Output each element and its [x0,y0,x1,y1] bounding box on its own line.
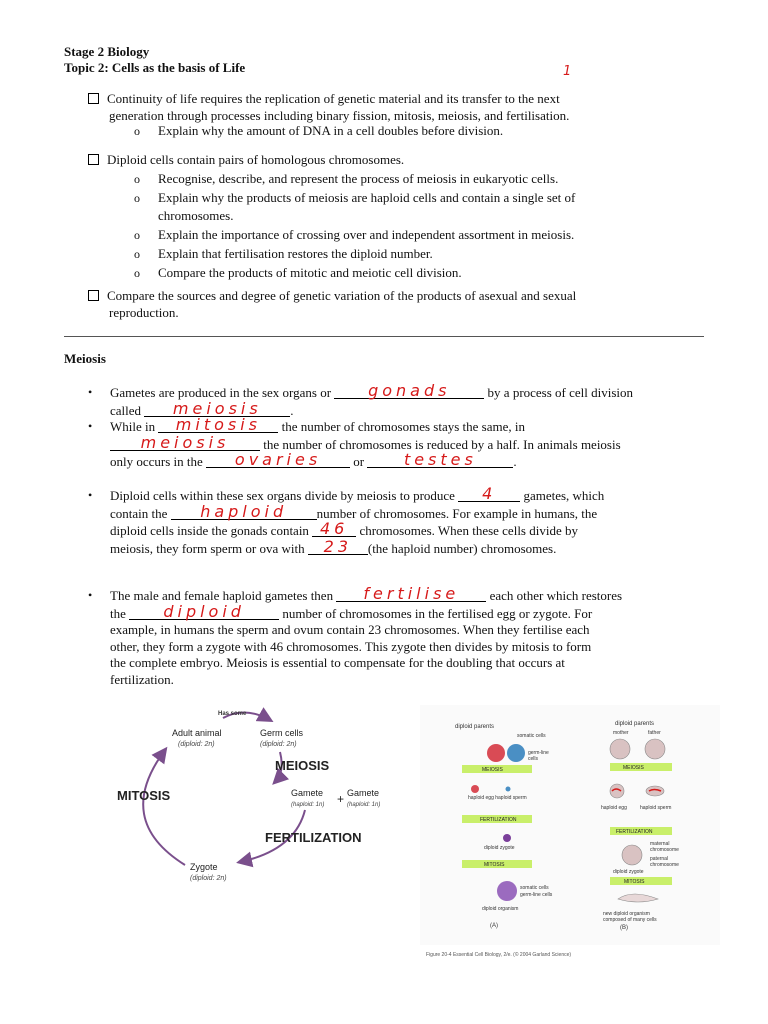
cycle-plus: + [337,792,345,806]
fig-b-fertilization: FERTILIZATION [616,829,653,835]
outcome-2-subs [134,170,694,282]
fig-a-parent-cell-icon [507,744,525,762]
answer-blank[interactable]: 23 [308,540,368,555]
fig-b-chromosome: chromosome [650,847,679,853]
fig-a-germline-2: germ-line cells [520,892,553,898]
fig-a-egg-icon [471,785,479,793]
fig-b-zygote-icon [622,845,642,865]
fig-a-parent-cell-icon [487,744,505,762]
handwritten-page-mark: 1 [563,64,572,79]
bullet-1: • Gametes are produced in the sex organs or gonads by a process of cell division called meiosis . [88,381,634,418]
answer-blank[interactable]: haploid [171,505,317,520]
fig-b-sperm-icon [646,786,664,796]
bullet-icon: • [88,488,93,502]
bullet-icon: • [88,419,93,433]
fig-b-label: (B) [620,925,628,931]
cycle-has-some: Has some [218,711,247,717]
checkbox-icon [88,290,99,301]
fig-b-paternal: paternal [650,856,669,862]
fig-b-sperm: haploid sperm [640,805,672,811]
fig-a-germline: germ-line [528,750,549,756]
fig-a-diploid-parents: diploid parents [455,724,495,730]
fig-a-fertilization: FERTILIZATION [480,817,517,823]
outcome-2-sub-2: o Explain why the products of meiosis are haploid cells and contain a single set of chromosomes. [134,190,576,223]
cycle-fertilization: FERTILIZATION [265,830,362,845]
bullet-4: • The male and female haploid gametes then fertilise each other which restores the diploid number of chromosomes in the fertilised egg or zygote. For example, in humans the sperm and ovum contain 23 chromosomes. When they fertilise each other, they form a zygote with 46 chromosomes. This zygote then divides by mitosis to form the complete embryo. Meiosis is essential to compensate for the doubling that occurs at fertilization. [88,584,623,687]
document-topic: Topic 2: Cells as the basis of Life [64,60,246,75]
cycle-gamete-1-sub: (haploid: 1n) [291,802,325,808]
answer-blank[interactable]: meiosis [144,402,290,417]
fig-b-organism-1: new diploid organism [603,911,650,917]
figure-caption: Figure 20-4 Essential Cell Biology, 2/e. (© 2004 Garland Science) [426,952,572,958]
cycle-arrow-mitosis [143,750,185,865]
answer-blank[interactable]: diploid [129,605,279,620]
bullet-icon: • [88,588,93,602]
answer-blank[interactable]: testes [367,453,513,468]
outcome-2-sub-1: o Recognise, describe, and represent the process of meiosis in eukaryotic cells. [134,171,559,186]
checkbox-icon [88,93,99,104]
fig-a-egg-sperm: haploid egg haploid sperm [468,795,527,801]
outcome-2-sub-5: o Compare the products of mitotic and meiotic cell division. [134,265,462,280]
answer-blank[interactable]: 4 [458,487,520,502]
cycle-gamete-2-sub: (haploid: 1n) [347,802,381,808]
fig-b-mother: mother [613,730,629,736]
fig-a-mitosis: MITOSIS [484,862,505,868]
checkbox-icon [88,154,99,165]
fig-a-organism-icon [497,881,517,901]
fig-b-organism-2: composed of many cells [603,917,657,923]
fig-a-label: (A) [490,923,498,929]
bullet-icon: • [88,385,93,399]
cycle-adult: Adult animal [172,728,222,738]
cycle-zygote-sub: (diploid: 2n) [190,875,227,882]
outcome-1: Continuity of life requires the replication of genetic material and its transfer to the next generation through processes including binary fission, mitosis, meiosis, and fertilisation. [88,91,708,124]
cycle-meiosis: MEIOSIS [275,758,330,773]
answer-blank[interactable]: gonads [334,384,484,399]
fig-b-diploid-parents: diploid parents [615,721,655,727]
fig-a-sperm-icon [506,787,511,792]
fig-a-zygote-icon [503,834,511,842]
document-stage: Stage 2 Biology [64,44,150,59]
bullet-3: • Diploid cells within these sex organs divide by meiosis to produce 4 gametes, which contain the haploid number of chromosomes. For example in humans, the diploid cells inside the gonads contain 46 chromosomes. When these cells divide by meiosis, they form sperm or ova with 23 (the haploid number) chromosomes. [88,484,605,556]
fig-b-meiosis: MEIOSIS [623,765,644,771]
outcome-2-sub-4: o Explain that fertilisation restores the diploid number. [134,246,433,261]
section-divider [64,336,704,337]
cycle-gamete-2: Gamete [347,788,380,798]
fig-b-father-cell-icon [645,739,665,759]
outcome-2: Diploid cells contain pairs of homologous chromosomes. [88,152,404,169]
answer-blank[interactable]: ovaries [206,453,350,468]
fig-a-cells: cells [528,756,539,762]
fig-b-zygote: diploid zygote [613,869,644,875]
cycle-zygote: Zygote [190,862,218,872]
fig-a-somatic: somatic cells [517,733,546,739]
fig-b-father: father [648,730,661,736]
bullet-2: • While in mitosis the number of chromosomes stays the same, in meiosis the number of chromosomes is reduced by a half. In animals meiosis only occurs in the ovaries or testes . [88,415,621,470]
cycle-mitosis: MITOSIS [117,788,171,803]
fig-b-mitosis: MITOSIS [624,879,645,885]
outcome-1-sub-1: o Explain why the amount of DNA in a cell doubles before division. [134,123,504,138]
fig-a-somatic-2: somatic cells [520,885,549,891]
outcome-2-sub-3: o Explain the importance of crossing over and independent assortment in meiosis. [134,227,575,242]
fig-b-mother-cell-icon [610,739,630,759]
cycle-germ: Germ cells [260,728,304,738]
answer-blank[interactable]: mitosis [158,418,278,433]
cycle-adult-sub: (diploid: 2n) [178,741,215,748]
answer-blank[interactable]: meiosis [110,436,260,451]
cycle-germ-sub: (diploid: 2n) [260,741,297,748]
fig-a-zygote: diploid zygote [484,845,515,851]
answer-blank[interactable]: 46 [312,522,356,537]
outcome-3: Compare the sources and degree of genetic variation of the products of asexual and sexual reproduction. [88,288,708,321]
reproduction-figure [420,705,720,965]
life-cycle-diagram [105,700,381,890]
fig-a-meiosis: MEIOSIS [482,767,503,773]
fig-a-organism: diploid organism [482,906,519,912]
fig-b-maternal: maternal [650,841,670,847]
fig-b-egg: haploid egg [601,805,627,811]
answer-blank[interactable]: fertilise [336,587,486,602]
fig-b-chromosome-2: chromosome [650,862,679,868]
cycle-gamete-1: Gamete [291,788,324,798]
section-heading: Meiosis [64,351,106,366]
